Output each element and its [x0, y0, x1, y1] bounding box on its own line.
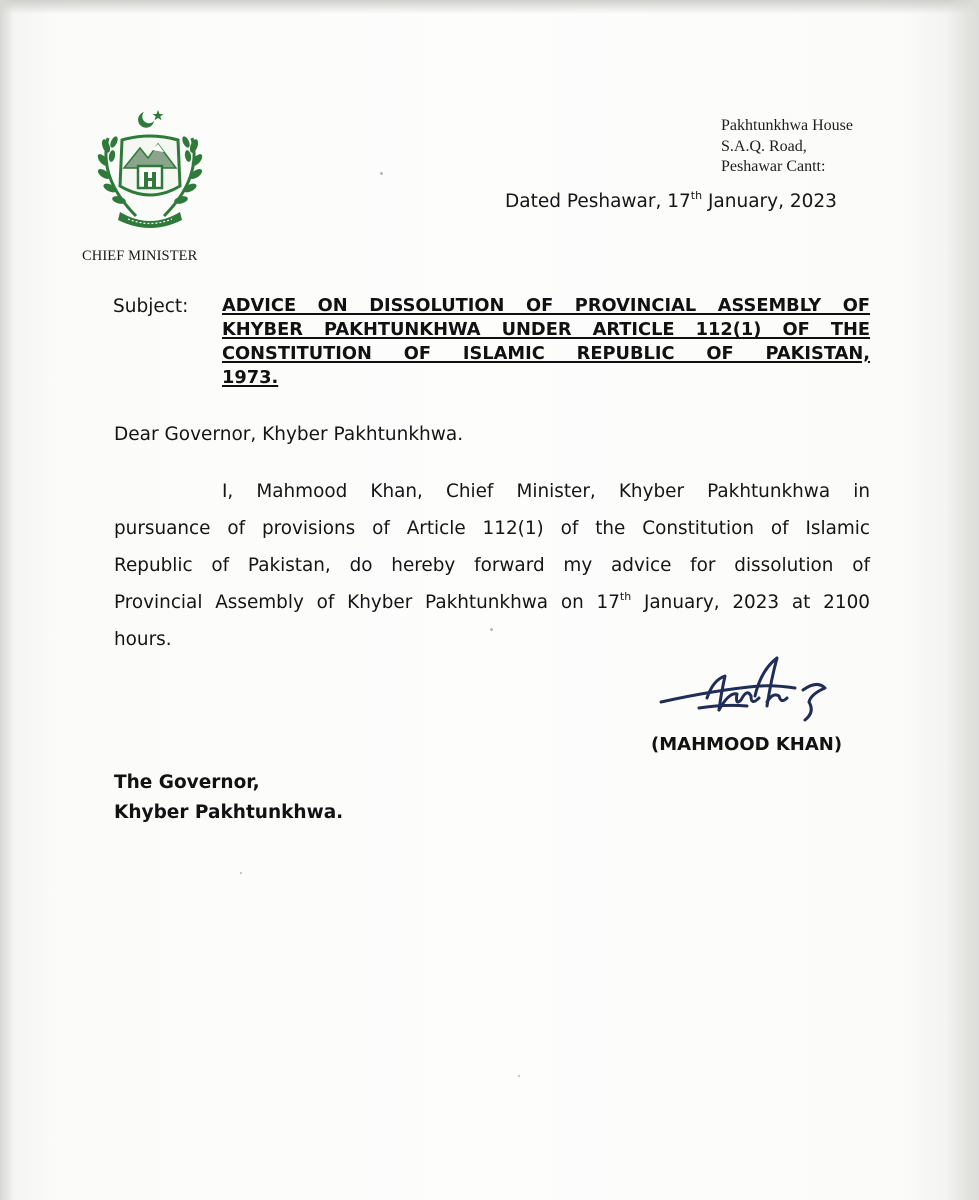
emblem-caption: CHIEF MINISTER	[82, 248, 198, 264]
body-line-prefix: Provincial Assembly of Khyber Pakhtunkhwa on 17	[114, 592, 620, 613]
date-prefix: Dated Peshawar, 17	[505, 191, 691, 212]
scan-speck	[518, 1075, 520, 1077]
date-suffix: January, 2023	[702, 191, 837, 212]
scan-edge-left	[0, 0, 14, 1200]
body-line: pursuance of provisions of Article 112(1) of the Constitution of Islamic	[114, 518, 870, 539]
address-line: Pakhtunkhwa House	[721, 117, 853, 134]
date-superscript: th	[690, 189, 703, 202]
subject-line: CONSTITUTION OF ISLAMIC REPUBLIC OF PAKISTAN,	[222, 343, 870, 364]
khyber-pakhtunkhwa-emblem-icon	[88, 108, 213, 233]
subject-label: Subject:	[113, 296, 189, 317]
recipient-line: Khyber Pakhtunkhwa.	[114, 802, 344, 823]
subject-line: ADVICE ON DISSOLUTION OF PROVINCIAL ASSEMBLY OF	[222, 295, 870, 316]
scan-shadow-top	[0, 0, 979, 14]
letter-date	[505, 191, 837, 212]
body-line: I, Mahmood Khan, Chief Minister, Khyber Pakhtunkhwa in	[222, 481, 870, 502]
address-line: S.A.Q. Road,	[721, 137, 807, 155]
body-line: hours.	[114, 629, 172, 650]
subject-line: KHYBER PAKHTUNKHWA UNDER ARTICLE 112(1) OF THE	[222, 319, 870, 340]
scan-speck	[490, 628, 493, 631]
recipient-line: The Governor,	[114, 772, 260, 793]
recipient-block	[114, 768, 343, 828]
salutation: Dear Governor, Khyber Pakhtunkhwa.	[114, 424, 464, 445]
body-superscript: th	[619, 590, 632, 603]
sender-address	[721, 116, 853, 178]
scan-edge-right	[947, 0, 979, 1200]
subject-text	[222, 294, 870, 390]
body-line-suffix: January, 2023 at 2100	[631, 592, 870, 613]
body-line	[114, 584, 870, 621]
signatory-name: (MAHMOOD KHAN)	[651, 734, 843, 755]
handwritten-signature	[655, 650, 835, 730]
subject-line: 1973.	[222, 367, 279, 388]
address-line: Peshawar Cantt:	[721, 158, 826, 175]
scan-speck	[240, 872, 242, 874]
body-line: Republic of Pakistan, do hereby forward my advice for dissolution of	[114, 555, 870, 576]
scan-speck	[380, 172, 383, 175]
